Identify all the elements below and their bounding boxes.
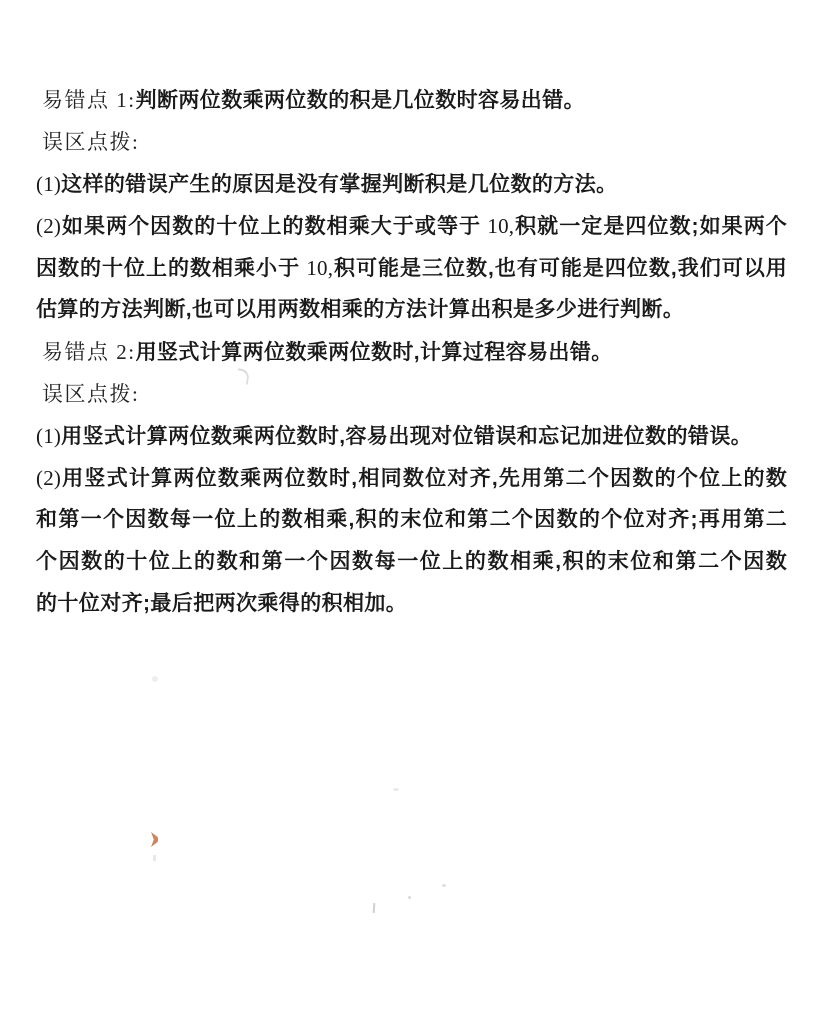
error-point-2-text: 用竖式计算两位数乘两位数时,计算过程容易出错。 [135, 341, 613, 364]
paragraph-2-1: (1)用竖式计算两位数乘两位数时,容易出现对位错误和忘记加进位数的错误。 [36, 424, 753, 448]
error-point-2-label: 易错点 2: [42, 340, 136, 364]
paragraph-1-2-number: (2) [36, 214, 62, 238]
orange-pen-mark [151, 832, 158, 847]
error-point-1-text: 判断两位数乘两位数的积是几位数时容易出错。 [135, 89, 585, 112]
paragraph-2-2-line-4: 的十位对齐;最后把两次乘得的积相加。 [36, 592, 408, 615]
paragraph-1-1-number: (1) [36, 172, 62, 196]
scan-dot-artifact [393, 788, 399, 791]
paragraph-1-1: (1)这样的错误产生的原因是没有掌握判断积是几位数的方法。 [36, 172, 618, 196]
paragraph-2-2-line-3: 个因数的十位上的数和第一个因数每一位上的数相乘,积的末位和第二个因数 [36, 550, 787, 573]
paragraph-1-2-line-3: 估算的方法判断,也可以用两数相乘的方法计算出积是多少进行判断。 [36, 298, 685, 321]
paragraph-1-2-line-2: 因数的十位上的数相乘小于 10,积可能是三位数,也有可能是四位数,我们可以用 [36, 256, 787, 280]
scan-dot-artifact [152, 676, 158, 682]
paragraph-2-2-number: (2) [36, 466, 62, 490]
heading-error-point-1 [36, 79, 787, 121]
paragraph-2-2-line-2: 和第一个因数每一位上的数相乘,积的末位和第二个因数的个位对齐;再用第二 [36, 508, 787, 531]
heading-error-point-2 [36, 331, 787, 373]
scan-dot-artifact [442, 884, 446, 887]
misconception-tips-label-2: 误区点拨: [42, 382, 140, 406]
document-text-block [36, 79, 787, 625]
paragraph-2-2-line-1: (2)用竖式计算两位数乘两位数时,相同数位对齐,先用第二个因数的个位上的数 [36, 466, 787, 490]
paragraph-2-1-number: (1) [36, 424, 62, 448]
misconception-tips-label-1: 误区点拨: [42, 130, 140, 154]
scan-tick-artifact [373, 903, 376, 913]
error-point-1-label: 易错点 1: [42, 88, 136, 112]
paragraph-1-2-line-1: (2)如果两个因数的十位上的数相乘大于或等于 10,积就一定是四位数;如果两个 [36, 214, 787, 238]
scan-dot-artifact [153, 855, 156, 861]
scan-dot-artifact [408, 896, 411, 899]
